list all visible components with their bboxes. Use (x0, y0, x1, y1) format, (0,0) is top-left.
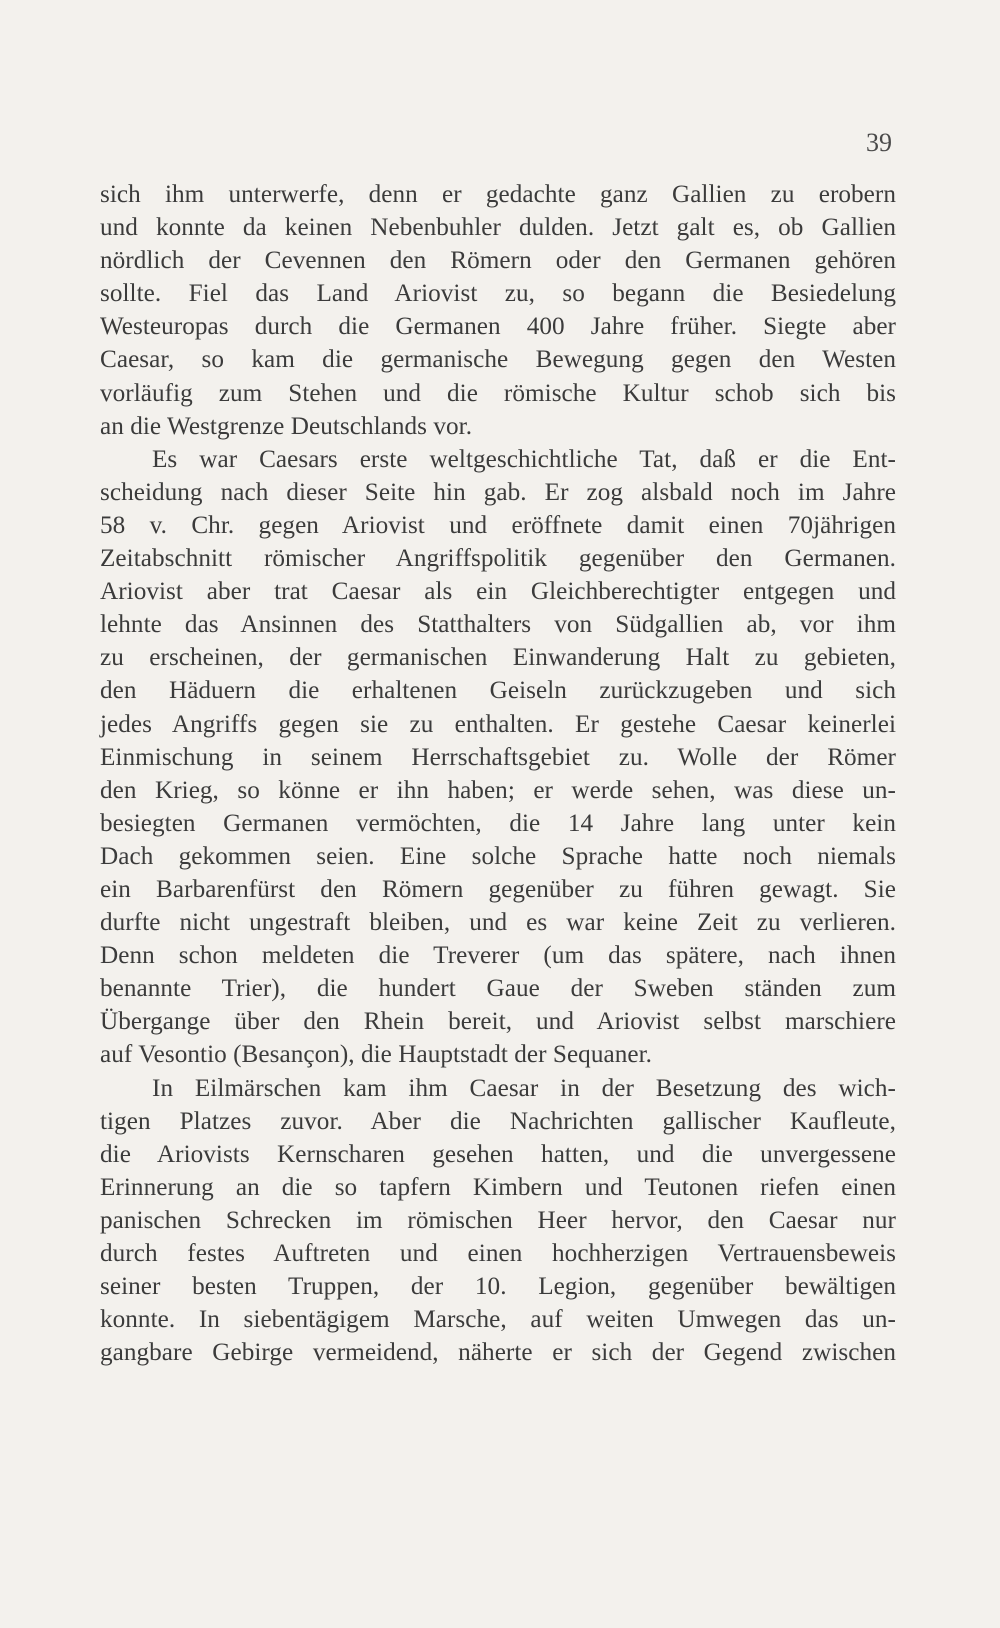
body-text (100, 178, 896, 1369)
text-line: vorläufig zum Stehen und die römische Kultur schob sich bis (100, 379, 896, 407)
text-line: seiner besten Truppen, der 10. Legion, gegenüber bewältigen (100, 1273, 896, 1301)
text-line: Ariovist aber trat Caesar als ein Gleichberechtigter entgegen und (100, 578, 896, 606)
text-line: benannte Trier), die hundert Gaue der Sweben ständen zum (100, 975, 896, 1003)
text-line: Erinnerung an die so tapfern Kimbern und Teutonen riefen einen (100, 1173, 896, 1201)
text-line: tigen Platzes zuvor. Aber die Nachrichten gallischer Kaufleute, (100, 1107, 896, 1135)
text-line: nördlich der Cevennen den Römern oder den Germanen gehören (100, 247, 896, 275)
text-line: die Ariovists Kernscharen gesehen hatten, und die unvergessene (100, 1140, 896, 1168)
text-line: Westeuropas durch die Germanen 400 Jahre früher. Siegte aber (100, 313, 896, 341)
text-line: 58 v. Chr. gegen Ariovist und eröffnete damit einen 70jährigen (100, 511, 896, 539)
text-line: Denn schon meldeten die Treverer (um das spätere, nach ihnen (100, 942, 896, 970)
text-line: lehnte das Ansinnen des Statthalters von Südgallien ab, vor ihm (100, 611, 896, 639)
text-line: und konnte da keinen Nebenbuhler dulden. Jetzt galt es, ob Gallien (100, 214, 896, 242)
text-line-paragraph-end: an die Westgrenze Deutschlands vor. (100, 412, 473, 440)
text-line: scheidung nach dieser Seite hin gab. Er zog alsbald noch im Jahre (100, 478, 896, 506)
text-line: Caesar, so kam die germanische Bewegung gegen den Westen (100, 346, 896, 374)
text-line: Einmischung in seinem Herrschaftsgebiet zu. Wolle der Römer (100, 743, 896, 771)
text-line: konnte. In siebentägigem Marsche, auf weiten Umwegen das un- (100, 1306, 896, 1334)
text-line: besiegten Germanen vermöchten, die 14 Jahre lang unter kein (100, 809, 896, 837)
text-line: panischen Schrecken im römischen Heer hervor, den Caesar nur (100, 1206, 896, 1234)
text-line: durch festes Auftreten und einen hochherzigen Vertrauensbeweis (100, 1240, 896, 1267)
text-line: Dach gekommen seien. Eine solche Sprache hatte noch niemals (100, 842, 896, 870)
text-line: sollte. Fiel das Land Ariovist zu, so begann die Besiedelung (100, 280, 896, 308)
text-line: Übergange über den Rhein bereit, und Ariovist selbst marschiere (100, 1008, 896, 1036)
text-line: den Krieg, so könne er ihn haben; er werde sehen, was diese un- (100, 776, 896, 804)
page-number: 39 (866, 128, 892, 157)
text-line: den Häduern die erhaltenen Geiseln zurückzugeben und sich (100, 677, 896, 705)
text-line: sich ihm unterwerfe, denn er gedachte ganz Gallien zu erobern (100, 181, 896, 208)
text-line: jedes Angriffs gegen sie zu enthalten. Er gestehe Caesar keinerlei (100, 710, 896, 738)
text-line: ein Barbarenfürst den Römern gegenüber zu führen gewagt. Sie (100, 875, 896, 903)
text-line-paragraph-end: auf Vesontio (Besançon), die Hauptstadt der Sequaner. (100, 1041, 652, 1069)
text-line: Zeitabschnitt römischer Angriffspolitik gegenüber den Germanen. (100, 545, 896, 573)
text-line: zu erscheinen, der germanischen Einwanderung Halt zu gebieten, (100, 644, 896, 672)
text-line: durfte nicht ungestraft bleiben, und es war keine Zeit zu verlieren. (100, 909, 896, 937)
text-line-paragraph-start: In Eilmärschen kam ihm Caesar in der Besetzung des wich- (152, 1074, 896, 1102)
text-line: gangbare Gebirge vermeidend, näherte er sich der Gegend zwischen (100, 1339, 896, 1367)
text-line-paragraph-start: Es war Caesars erste weltgeschichtliche Tat, daß er die Ent- (152, 445, 896, 473)
